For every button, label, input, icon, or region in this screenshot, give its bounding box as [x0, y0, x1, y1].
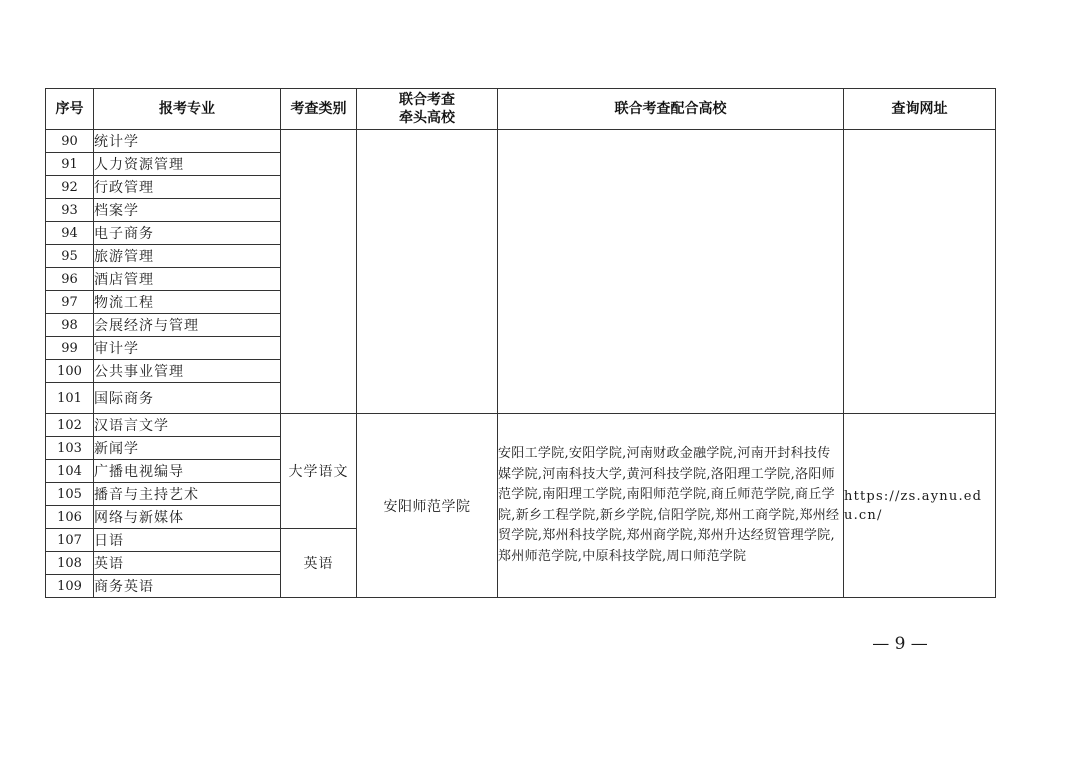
- row-number: 95: [46, 245, 94, 268]
- admissions-table: [45, 88, 996, 598]
- row-number: 94: [46, 222, 94, 245]
- major-name: 电子商务: [94, 222, 281, 245]
- row-number: 92: [46, 176, 94, 199]
- row-number: 97: [46, 291, 94, 314]
- header-lead-line1: 联合考查: [399, 92, 455, 108]
- major-name: 旅游管理: [94, 245, 281, 268]
- header-category: 考查类别: [281, 89, 357, 130]
- lead-cell-empty: [357, 130, 498, 414]
- major-name: 播音与主持艺术: [94, 483, 281, 506]
- exam-category-english: 英语: [281, 529, 357, 598]
- row-number: 108: [46, 552, 94, 575]
- header-lead-university: [357, 89, 498, 130]
- row-number: 104: [46, 460, 94, 483]
- row-number: 91: [46, 153, 94, 176]
- header-lead-line2: 牵头高校: [399, 110, 455, 126]
- major-name: 档案学: [94, 199, 281, 222]
- major-name: 人力资源管理: [94, 153, 281, 176]
- row-number: 109: [46, 575, 94, 598]
- major-name: 酒店管理: [94, 268, 281, 291]
- major-name: 统计学: [94, 130, 281, 153]
- row-number: 105: [46, 483, 94, 506]
- row-number: 102: [46, 414, 94, 437]
- row-number: 103: [46, 437, 94, 460]
- header-major: 报考专业: [94, 89, 281, 130]
- major-name: 日语: [94, 529, 281, 552]
- major-name: 国际商务: [94, 383, 281, 414]
- major-name: 物流工程: [94, 291, 281, 314]
- major-name: 网络与新媒体: [94, 506, 281, 529]
- row-number: 107: [46, 529, 94, 552]
- header-seq: 序号: [46, 89, 94, 130]
- major-name: 行政管理: [94, 176, 281, 199]
- category-cell-empty: [281, 130, 357, 414]
- table-row: [46, 130, 996, 153]
- major-name: 汉语言文学: [94, 414, 281, 437]
- row-number: 100: [46, 360, 94, 383]
- header-partner-universities: 联合考查配合高校: [498, 89, 844, 130]
- major-name: 新闻学: [94, 437, 281, 460]
- row-number: 90: [46, 130, 94, 153]
- row-number: 93: [46, 199, 94, 222]
- row-number: 99: [46, 337, 94, 360]
- query-url-link[interactable]: https://zs.aynu.edu.cn/: [844, 414, 996, 598]
- row-number: 106: [46, 506, 94, 529]
- row-number: 96: [46, 268, 94, 291]
- partners-cell-empty: [498, 130, 844, 414]
- major-name: 英语: [94, 552, 281, 575]
- partner-universities: 安阳工学院,安阳学院,河南财政金融学院,河南开封科技传媒学院,河南科技大学,黄河科技学院,洛阳理工学院,洛阳师范学院,南阳理工学院,南阳师范学院,商丘师范学院,商丘学院,新乡工程学院,新乡学院,信阳学院,郑州工商学院,郑州经贸学院,郑州科技学院,郑州商学院,郑州升达经贸管理学院,郑州师范学院,中原科技学院,周口师范学院: [498, 414, 844, 598]
- row-number: 101: [46, 383, 94, 414]
- major-name: 会展经济与管理: [94, 314, 281, 337]
- table-row: [46, 414, 996, 437]
- major-name: 广播电视编导: [94, 460, 281, 483]
- major-name: 公共事业管理: [94, 360, 281, 383]
- header-query-url: 查询网址: [844, 89, 996, 130]
- page-number: — 9 —: [872, 634, 928, 654]
- url-cell-empty: [844, 130, 996, 414]
- major-name: 商务英语: [94, 575, 281, 598]
- table-header-row: [46, 89, 996, 130]
- lead-university: 安阳师范学院: [357, 414, 498, 598]
- row-number: 98: [46, 314, 94, 337]
- exam-category-chinese: 大学语文: [281, 414, 357, 529]
- major-name: 审计学: [94, 337, 281, 360]
